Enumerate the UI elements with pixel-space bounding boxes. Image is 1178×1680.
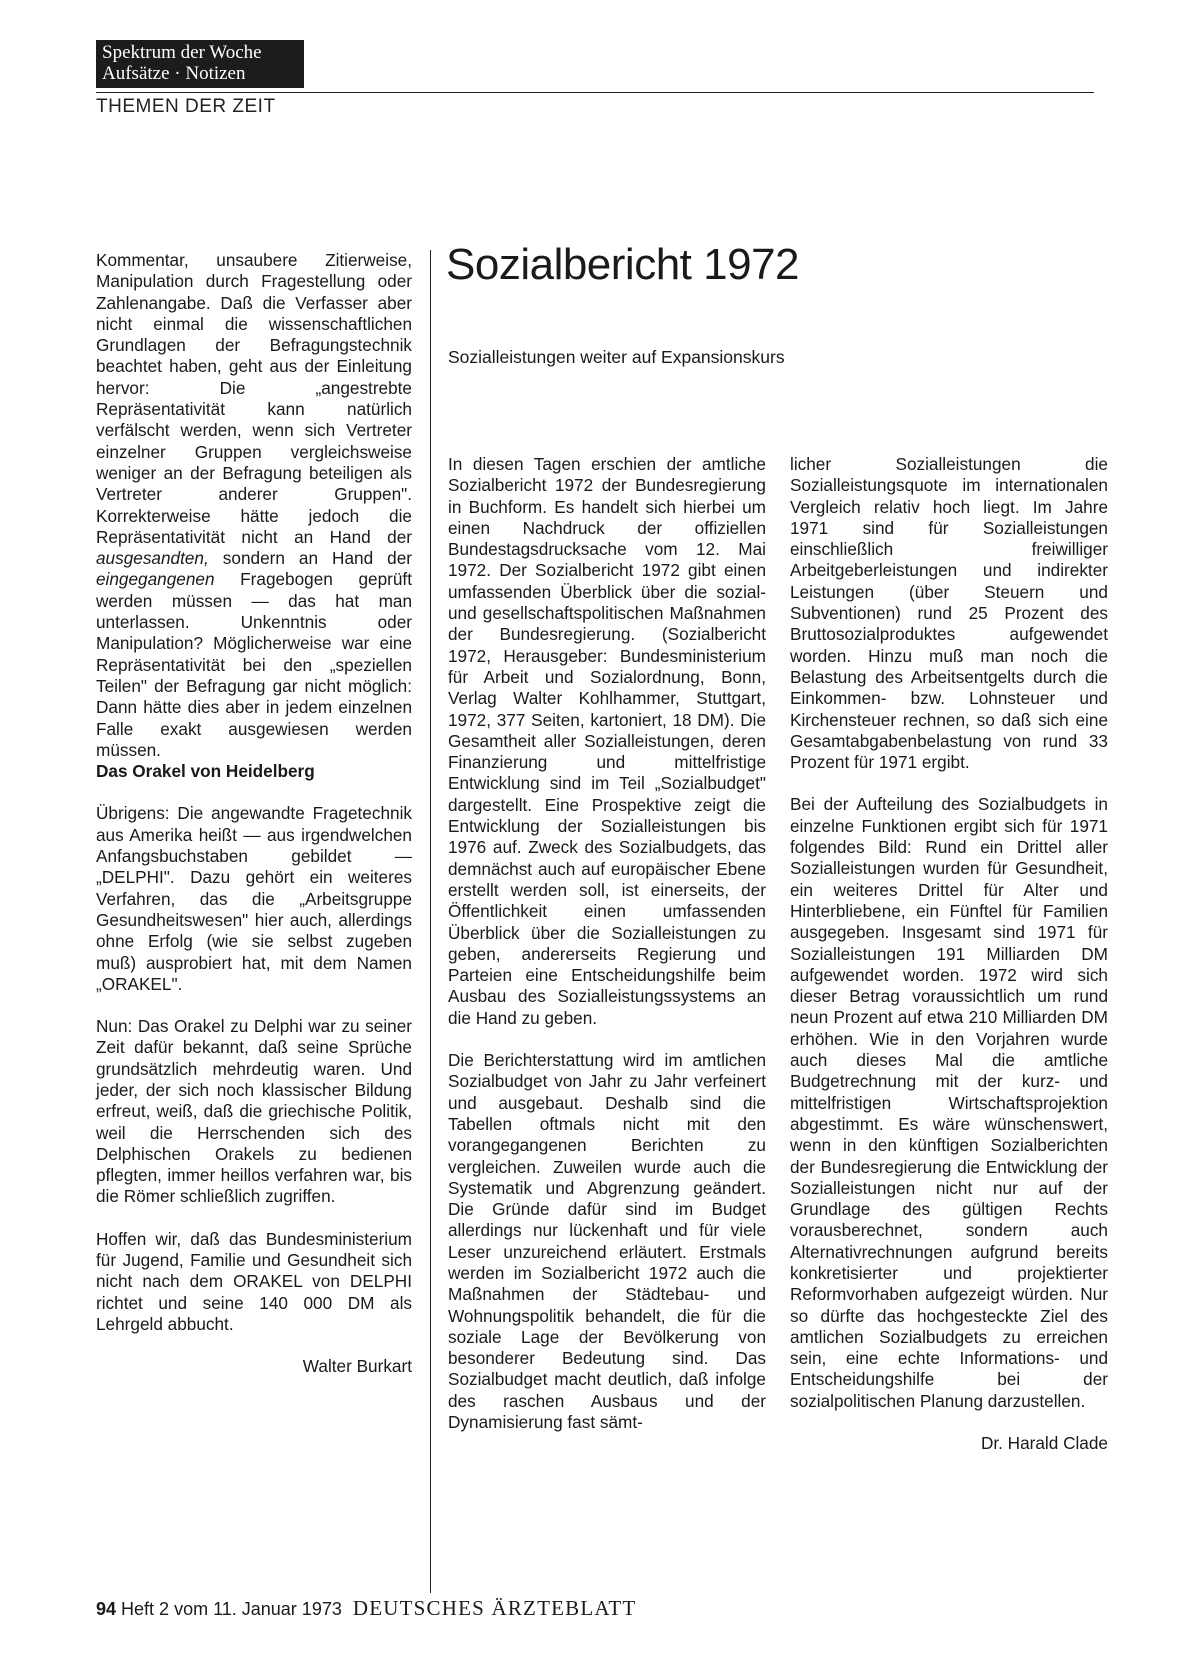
left-column xyxy=(96,250,412,1378)
author-right: Dr. Harald Clade xyxy=(980,1433,1108,1454)
badge-line-1: Spektrum der Woche xyxy=(102,42,262,63)
article-subtitle: Sozialleistungen weiter auf Expansionskurs xyxy=(448,347,785,367)
left-paragraph-2: Übrigens: Die angewandte Fragetechnik aus Amerika heißt — aus irgendwelchen Anfangsbuchstaben gebildet — „DELPHI". Dazu gehört ein weiteres Verfahren, das die „Arbeitsgruppe Gesundheitswesen" hier auch, allerdings ohne Erfolg (wie sie selbst zugeben muß) ausprobiert hat, mit dem Namen „ORAKEL". xyxy=(96,803,412,994)
author-left: Walter Burkart xyxy=(302,1356,412,1377)
issue-info: Heft 2 vom 11. Januar 1973 xyxy=(121,1599,342,1619)
text-run: Kommentar, unsaubere Zitierweise, Manipulation durch Fragestellung oder Zahlenangabe. Daß die Verfasser aber nicht einmal die wissenschaftlichen Grundlagen der Befragungstechnik beachtet haben, geht aus der Einleitung hervor: Die „angestrebte Repräsentativität kann natürlich verfälscht werden, wenn sich Vertreter einzelner Gruppen vergleichsweise weniger an der Befragung beteiligen als Vertreter anderer Gruppen". Korrekterweise hätte jedoch die Repräsentativität nicht an Hand der xyxy=(96,250,412,547)
emphasis-text: ausgesandten, xyxy=(96,548,209,569)
badge-line-2: Aufsätze · Notizen xyxy=(102,63,246,84)
text-run: Fragebogen geprüft werden müssen — das hat man unterlassen. Unkenntnis oder Manipulation? Möglicherweise war eine Repräsentativität bei den „speziellen Teilen" der Befragung gar nicht möglich: Dann hätte dies aber in jedem einzelnen Falle exakt ausgewiesen werden müssen. xyxy=(96,569,412,760)
left-paragraph-4: Hoffen wir, daß das Bundesministerium für Jugend, Familie und Gesundheit sich nicht nach dem ORAKEL von DELPHI richtet und seine 140 000 DM als Lehrgeld abbucht. xyxy=(96,1228,412,1334)
column-divider xyxy=(430,250,431,1593)
article-column-1 xyxy=(448,454,766,1433)
article-paragraph-2: Die Berichterstattung wird im amtlichen Sozialbudget von Jahr zu Jahr verfeinert und ausgebaut. Deshalb sind die Tabellen oftmals nicht mit den vorangegangenen Berichten zu vergleichen. Zuweilen wurde auch die Systematik und Abgrenzung geändert. Die Gründe dafür sind im Budget allerdings nur lückenhaft und für viele Leser unzureichend erläutert. Erstmals werden im Sozialbericht 1972 auch die Maßnahmen der Städtebau- und Wohnungspolitik behandelt, die für die soziale Lage der Bevölkerung von besonderer Bedeutung sind. Das Sozialbudget macht deutlich, daß infolge des raschen Ausbaus und der Dynamisierung fast sämt- xyxy=(448,1050,766,1433)
section-badge xyxy=(96,40,304,88)
page-number: 94 xyxy=(96,1599,117,1619)
left-paragraph-1 xyxy=(96,250,412,761)
text-run: sondern an Hand der xyxy=(208,548,412,569)
page-footer xyxy=(96,1596,636,1621)
article-paragraph-1: In diesen Tagen erschien der amtliche Sozialbericht 1972 der Bundesregierung in Buchform. Es handelt sich hierbei um einen Nachdruck der offiziellen Bundestagsdrucksache vom 12. Mai 1972. Der Sozialbericht 1972 gibt einen umfassenden Überblick über die sozial- und gesellschaftspolitischen Maßnahmen der Bundesregierung. (Sozialbericht 1972, Herausgeber: Bundesministerium für Arbeit und Sozialordnung, Bonn, Verlag Walter Kohlhammer, Stuttgart, 1972, 377 Seiten, kartoniert, 18 DM). Die Gesamtheit aller Sozialleistungen, deren Finanzierung und mittelfristige Entwicklung sind im Teil „Sozialbudget" dargestellt. Eine Prospektive zeigt die Entwicklung der Sozialleistungen bis 1976 auf. Zweck des Sozialbudgets, das demnächst auch auf europäischer Ebene erstellt werden soll, ist einerseits, der Öffentlichkeit einen umfassenden Überblick über die Sozialleistungen zu geben, andererseits Regierung und Parteien eine Entscheidungshilfe beim Ausbau des Sozialleistungssystems an die Hand zu geben. xyxy=(448,454,766,1028)
article-column-2 xyxy=(790,454,1108,1454)
subheading: Das Orakel von Heidelberg xyxy=(96,761,315,782)
left-paragraph-3: Nun: Das Orakel zu Delphi war zu seiner Zeit dafür bekannt, daß seine Sprüche grundsätzlich mehrdeutig waren. Und jeder, der sich noch klassischer Bildung erfreut, weiß, daß die griechische Politik, weil die Herrschenden sich des Delphischen Orakels zu bedienen pflegten, immer heillos verfahren war, bis die Römer schließlich zugriffen. xyxy=(96,1016,412,1207)
article-paragraph-3: licher Sozialleistungen die Sozialleistungsquote im internationalen Vergleich relativ hoch liegt. Im Jahre 1971 sind für Sozialleistungen einschließlich freiwilliger Arbeitgeberleistungen und indirekter Leistungen (über Steuern und Subventionen) rund 25 Prozent des Bruttosozialproduktes aufgewendet worden. Hinzu muß man noch die Belastung des Arbeitsentgelts durch die Einkommen- bzw. Lohnsteuer und Kirchensteuer rechnen, so daß sich eine Gesamtabgabenbelastung von rund 33 Prozent für 1971 ergibt. xyxy=(790,454,1108,773)
emphasis-text: eingegangenen xyxy=(96,569,215,590)
article-paragraph-4: Bei der Aufteilung des Sozialbudgets in einzelne Funktionen ergibt sich für 1971 folgendes Bild: Rund ein Drittel aller Sozialleistungen wurden für Gesundheit, ein weiteres Drittel für Alter und Hinterbliebene, ein Fünftel für Familien ausgegeben. Insgesamt sind 1971 für Sozialleistungen 191 Milliarden DM aufgewendet worden. 1972 wird sich dieser Betrag voraussichtlich um rund neun Prozent auf etwa 210 Milliarden DM erhöhen. Wie in den Vorjahren wurde auch dieses Mal die amtliche Budgetrechnung mit der kurz- und mittelfristigen Wirtschaftsprojektion abgestimmt. Es wäre wünschenswert, wenn in den künftigen Sozialberichten der Bundesregierung die Entwicklung der Sozialleistungen nicht nur auf der Grundlage des gültigen Rechts vorausberechnet, sondern auch Alternativrechnungen aufgrund bereits konkretisierter und projektierter Reformvorhaben aufgezeigt würden. Nur so dürfte das hochgesteckte Ziel des amtlichen Sozialbudgets zu erreichen sein, eine echte Informations- und Entscheidungshilfe bei der sozialpolitischen Planung darzustellen. xyxy=(790,794,1108,1411)
section-label: THEMEN DER ZEIT xyxy=(96,96,276,117)
article-title: Sozialbericht 1972 xyxy=(446,240,800,289)
header-rule xyxy=(96,92,1094,93)
magazine-name: DEUTSCHES ÄRZTEBLATT xyxy=(352,1596,637,1620)
